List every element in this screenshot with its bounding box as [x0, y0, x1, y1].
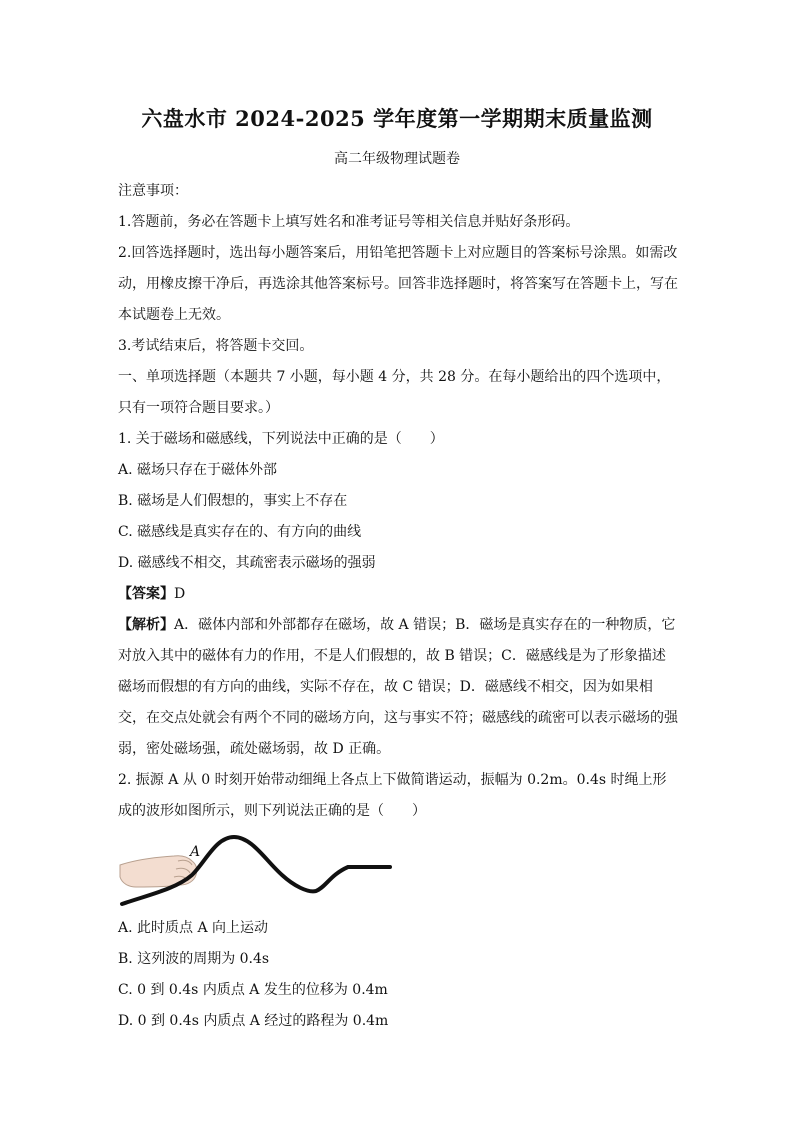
analysis-label: 【解析】 [118, 617, 174, 633]
exam-subtitle: 高二年级物理试题卷 [334, 151, 460, 167]
question-2-option-a: A. 此时质点 A 向上运动 [118, 920, 269, 936]
notice-item-1: 1.答题前，务必在答题卡上填写姓名和准考证号等相关信息并贴好条形码。 [118, 214, 580, 230]
question-1-option-b: B. 磁场是人们假想的，事实上不存在 [118, 493, 348, 509]
question-1-answer [118, 579, 678, 610]
exam-title: 六盘水市 2024-2025 学年度第一学期期末质量监测 [141, 106, 653, 131]
exam-body [118, 176, 678, 1037]
answer-label: 【答案】 [118, 586, 174, 602]
answer-value: D [174, 586, 186, 602]
question-1-analysis [118, 610, 678, 765]
question-1-option-a: A. 磁场只存在于磁体外部 [118, 462, 278, 478]
question-2-option-b: B. 这列波的周期为 0.4s [118, 951, 270, 967]
notice-item-2: 2.回答选择题时，选出每小题答案后，用铅笔把答题卡上对应题目的答案标号涂黑。如需改动，用橡皮擦干净后，再选涂其他答案标号。回答非选择题时，将答案写在答题卡上，写在本试题卷上无效。 [118, 245, 678, 323]
point-a-label: A [190, 844, 201, 860]
question-2-option-c: C. 0 到 0.4s 内质点 A 发生的位移为 0.4m [118, 982, 388, 998]
section-heading: 一、单项选择题（本题共 7 小题，每小题 4 分，共 28 分。在每小题给出的四个选项中，只有一项符合题目要求。） [118, 369, 671, 416]
wave-diagram [118, 831, 398, 911]
notice-heading: 注意事项： [118, 183, 188, 199]
analysis-text: A．磁体内部和外部都存在磁场，故 A 错误；B．磁场是真实存在的一种物质，它对放入其中的磁体有力的作用，不是人们假想的，故 B 错误；C．磁感线是为了形象描述磁场而假想的有方向的曲线，实际不存在，故 C 错误；D．磁感线不相交，因为如果相交，在交点处就会有两个不同的磁场方向，这与事实不符；磁感线的疏密可以表示磁场的强弱，密处磁场强，疏处磁场弱，故 D 正确。 [118, 617, 678, 757]
notice-item-3: 3.考试结束后，将答题卡交回。 [118, 338, 314, 354]
question-2-option-d: D. 0 到 0.4s 内质点 A 经过的路程为 0.4m [118, 1013, 389, 1029]
question-1-option-d: D. 磁感线不相交，其疏密表示磁场的强弱 [118, 555, 376, 571]
question-1-option-c: C. 磁感线是真实存在的、有方向的曲线 [118, 524, 362, 540]
question-1-stem: 1. 关于磁场和磁感线，下列说法中正确的是（ ） [118, 431, 444, 447]
question-2-stem: 2. 振源 A 从 0 时刻开始带动细绳上各点上下做简谐运动，振幅为 0.2m。0.4s 时绳上形成的波形如图所示，则下列说法正确的是（ ） [118, 772, 667, 819]
wave-figure [118, 831, 398, 911]
